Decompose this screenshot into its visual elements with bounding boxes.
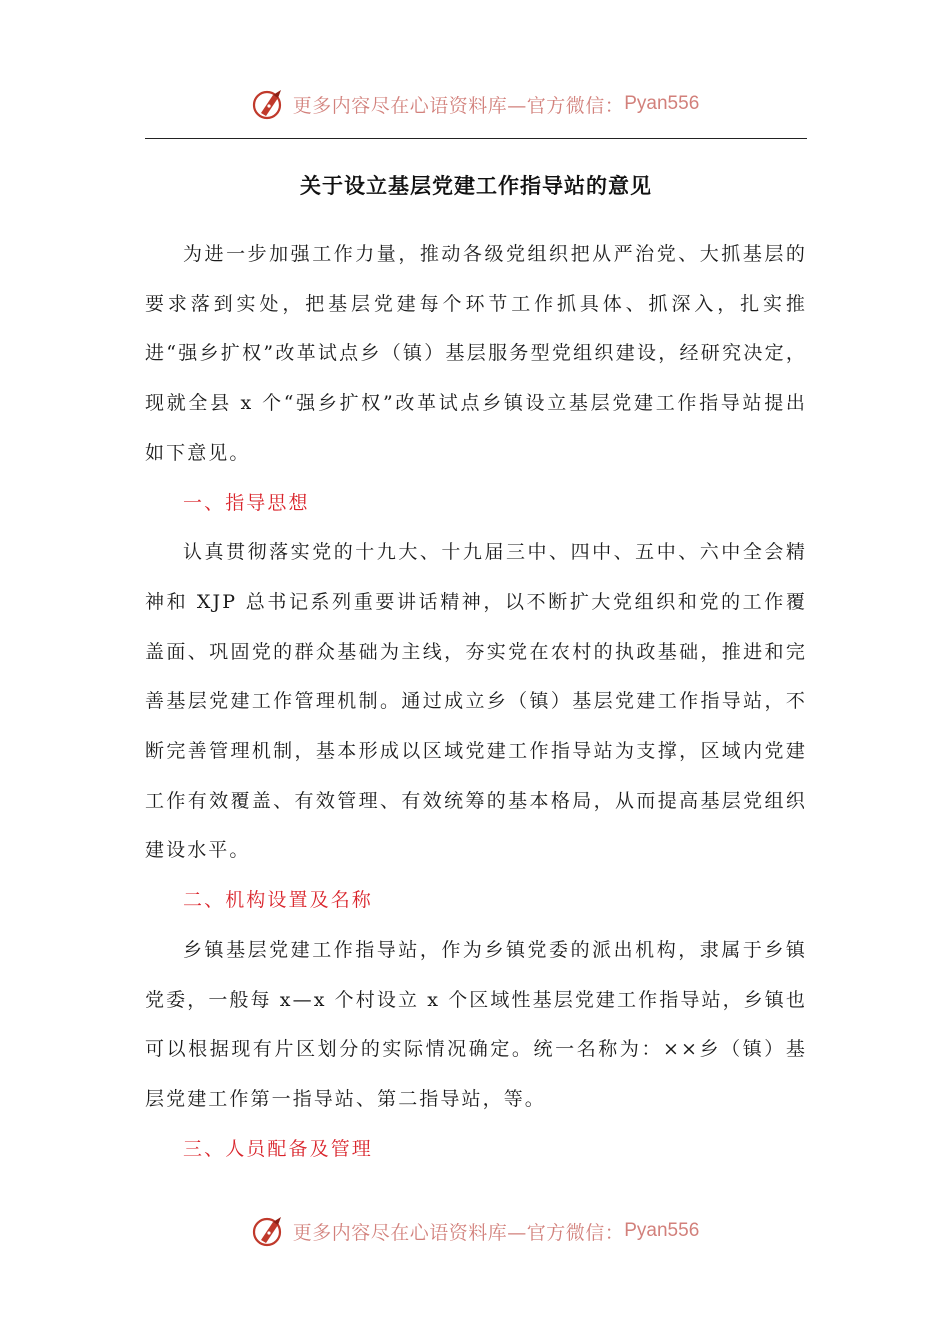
section-heading-2: 二、机构设置及名称	[183, 889, 373, 912]
section-heading-3: 三、人员配备及管理	[183, 1137, 373, 1160]
watermark-text: 更多内容尽在心语资料库—官方微信：	[292, 94, 625, 117]
section-paragraph-2: 乡镇基层党建工作指导站，作为乡镇党委的派出机构，隶属于乡镇党委，一般每 x—x 个村设立 x 个区域性基层党建工作指导站，乡镇也可以根据现有片区划分的实际情况确定。统一名称为：××乡（镇）基层党建工作第一指导站、第二指导站，等。	[145, 938, 807, 1110]
pen-nib-circle-icon	[251, 1213, 287, 1249]
watermark-text: 更多内容尽在心语资料库—官方微信：	[292, 1221, 625, 1244]
watermark-handle: Pyan556	[624, 1220, 700, 1241]
watermark-handle: Pyan556	[624, 93, 700, 114]
section-paragraph-1: 认真贯彻落实党的十九大、十九届三中、四中、五中、六中全会精神和 XJP 总书记系列重要讲话精神，以不断扩大党组织和党的工作覆盖面、巩固党的群众基础为主线，夯实党在农村的执政基础，推进和完善基层党建工作管理机制。通过成立乡（镇）基层党建工作指导站，不断完善管理机制，基本形成以区域党建工作指导站为支撑，区域内党建工作有效覆盖、有效管理、有效统筹的基本格局，从而提高基层党组织建设水平。	[145, 541, 807, 862]
document-body	[145, 230, 807, 1174]
watermark-banner-bottom	[0, 1211, 950, 1251]
intro-paragraph: 为进一步加强工作力量，推动各级党组织把从严治党、大抓基层的要求落到实处，把基层党建每个环节工作抓具体、抓深入，扎实推进“强乡扩权”改革试点乡（镇）基层服务型党组织建设，经研究决定，现就全县 x 个“强乡扩权”改革试点乡镇设立基层党建工作指导站提出如下意见。	[145, 243, 807, 464]
watermark-banner-top	[0, 84, 950, 124]
document-title: 关于设立基层党建工作指导站的意见	[300, 173, 652, 198]
section-heading-1: 一、指导思想	[183, 491, 310, 514]
pen-nib-circle-icon	[251, 86, 287, 122]
header-rule	[145, 138, 807, 139]
